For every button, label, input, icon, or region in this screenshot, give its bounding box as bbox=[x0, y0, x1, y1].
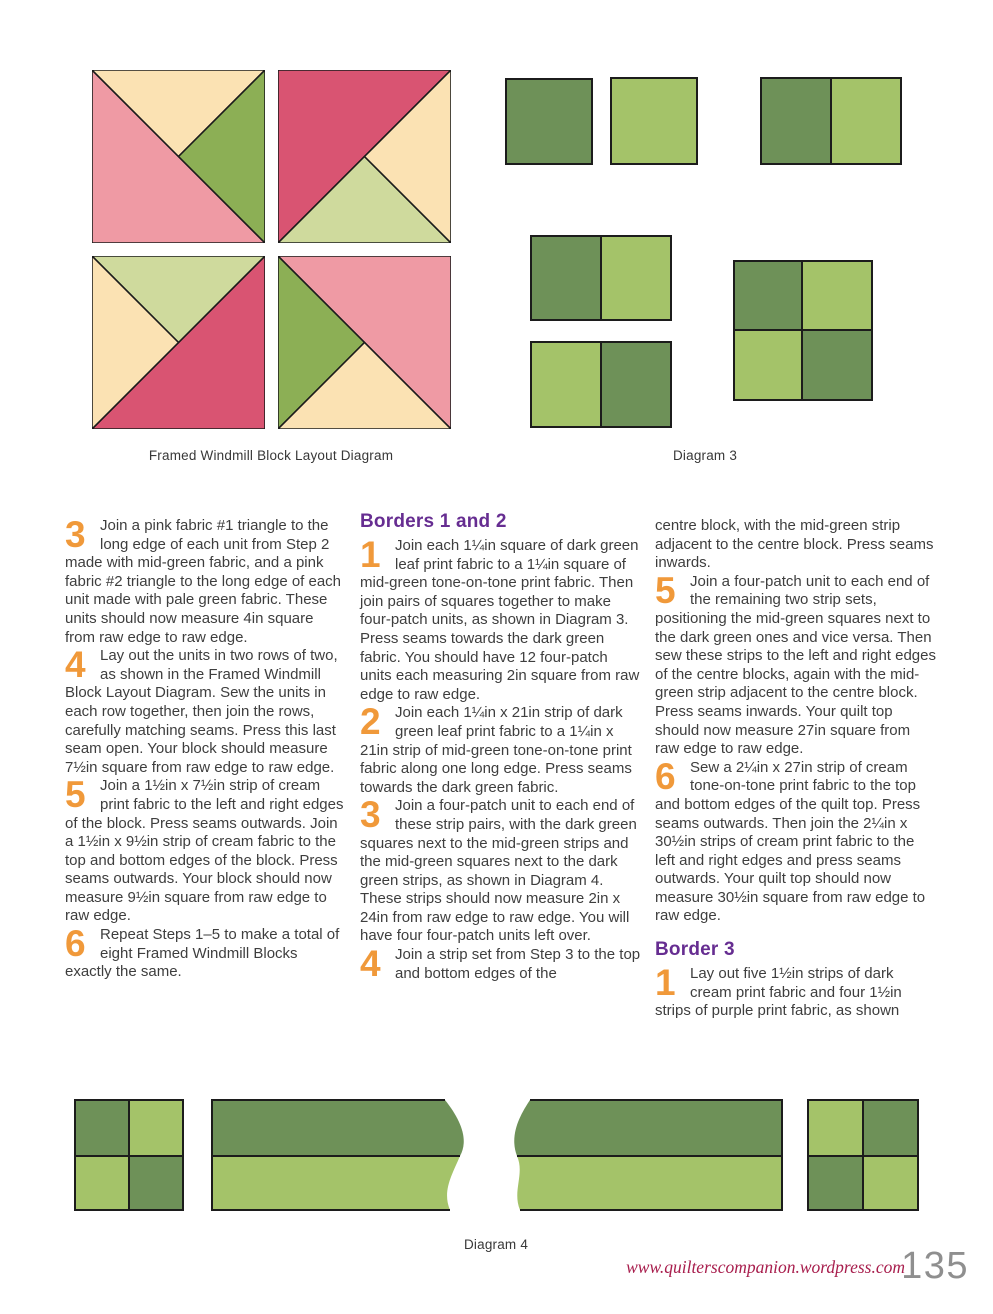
windmill-block-top-right bbox=[278, 70, 451, 243]
step-6 bbox=[655, 755, 936, 926]
page-number: 135 bbox=[901, 1245, 969, 1287]
instructions-column-3 bbox=[655, 517, 936, 1021]
step-number: 1 bbox=[360, 534, 381, 575]
step-number: 6 bbox=[655, 755, 676, 797]
step-4-continuation: centre block, with the mid-green strip adjacent to the centre block. Press seams inwards. bbox=[655, 517, 934, 572]
step-number: 4 bbox=[65, 644, 86, 686]
step-4 bbox=[360, 943, 641, 985]
step-text: Join a strip set from Step 3 to the top and bottom edges of the bbox=[395, 946, 641, 982]
diagram3-dark-square bbox=[505, 78, 593, 165]
diagram3-caption: Diagram 3 bbox=[672, 448, 738, 463]
step-text: Join a four-patch unit to each end of the remaining two strip sets, positioning the mid-green squares next to the dark green ones and vice versa. Then sew these strips to the left and right edges of the centre blocks, again with the mid-green strip adjacent to the centre block. Press seams inwards. Your quilt top should now measure 27in square from raw edge to raw edge. bbox=[655, 572, 936, 758]
step-5 bbox=[65, 774, 346, 926]
instructions-column-1 bbox=[65, 514, 346, 982]
step-5 bbox=[655, 569, 936, 759]
step-text: Repeat Steps 1–5 to make a total of eight Framed Windmill Blocks exactly the same. bbox=[65, 926, 340, 981]
windmill-diagram-caption: Framed Windmill Block Layout Diagram bbox=[148, 448, 394, 463]
step-4 bbox=[65, 644, 346, 777]
diagram4-caption: Diagram 4 bbox=[463, 1237, 529, 1252]
step-3 bbox=[360, 794, 641, 946]
section-heading-border-3: Border 3 bbox=[655, 939, 735, 961]
step-3 bbox=[65, 514, 346, 647]
step-number: 5 bbox=[65, 774, 86, 816]
step-text: Join a 1½in x 7½in strip of cream print fabric to the left and right edges of the block. Press seams outwards. Join a 1½in x 9½in strip of cream fabric to the top and bottom edges of the block. Press seams outwards. Your block should now measure 9½in square from raw edge to raw edge. bbox=[65, 777, 344, 925]
step-number: 1 bbox=[655, 962, 676, 1004]
section-heading-borders-1-2: Borders 1 and 2 bbox=[360, 511, 507, 532]
step-number: 6 bbox=[65, 923, 86, 965]
windmill-block-bottom-left bbox=[92, 256, 265, 429]
step-text: Join each 1¼in x 21in strip of dark green leaf print fabric to a 1¼in x 21in strip of mid-green tone-on-tone print fabric along one long edge. Press seams towards the dark green fabric. bbox=[360, 704, 632, 796]
windmill-block-top-left bbox=[92, 70, 265, 243]
instructions-column-2 bbox=[360, 511, 641, 983]
diagram3-light-square bbox=[610, 77, 698, 165]
step-number: 5 bbox=[655, 569, 676, 611]
step-1 bbox=[360, 534, 641, 704]
step-text: Join a four-patch unit to each end of these strip pairs, with the dark green squares next to the mid-green strips and the mid-green squares next to the dark green strips, as shown in Diagram 4. These strips should now measure 2in x 24in from raw edge to raw edge. You will have four four-patch units left over. bbox=[360, 797, 637, 945]
diagram4-strip-diagram bbox=[70, 1095, 930, 1215]
diagram3-four-patch bbox=[733, 260, 873, 401]
step-6 bbox=[65, 923, 346, 982]
diagram3-joined-pair bbox=[760, 77, 902, 165]
step-text: Lay out the units in two rows of two, as shown in the Framed Windmill Block Layout Diagram. Sew the units in each row together, then join the rows, carefully matching seams. Press this last seam open. Your block should measure 7½in square from raw edge to raw edge. bbox=[65, 647, 338, 776]
step-text: Sew a 2¼in x 27in strip of cream tone-on-tone print fabric to the top and bottom edges of the quilt top. Press seams outwards. Then join the 2¼in x 30½in strips of cream print fabric to the left and right edges and press seams outwards. Your quilt top should now measure 30½in square from raw edge to raw edge. bbox=[655, 758, 926, 925]
footer-url: www.quilterscompanion.wordpress.com bbox=[626, 1257, 905, 1277]
step-number: 4 bbox=[360, 943, 381, 985]
step-text: Lay out five 1½in strips of dark cream print fabric and four 1½in strips of purple print fabric, as shown bbox=[655, 965, 902, 1020]
diagram3-joined-pair bbox=[530, 341, 672, 428]
windmill-block-bottom-right bbox=[278, 256, 451, 429]
step-text: Join each 1¼in square of dark green leaf print fabric to a 1¼in square of mid-green tone-on-tone print fabric. Then join pairs of squares together to make four-patch units, as shown in Diagram 3. Press seams towards the dark green fabric. You should have 12 four-patch units each measuring 2in square from raw edge to raw edge. bbox=[360, 537, 640, 703]
step-1 bbox=[655, 962, 936, 1021]
step-number: 3 bbox=[360, 794, 381, 836]
step-text: Join a pink fabric #1 triangle to the long edge of each unit from Step 2 made with mid-green fabric, and a pink fabric #2 triangle to the long edge of each unit made with pale green fabric. These units should now measure 4in square from raw edge to raw edge. bbox=[65, 517, 342, 646]
step-number: 3 bbox=[65, 514, 86, 555]
step-2 bbox=[360, 701, 641, 797]
diagram3-joined-pair bbox=[530, 235, 672, 321]
step-number: 2 bbox=[360, 701, 381, 743]
